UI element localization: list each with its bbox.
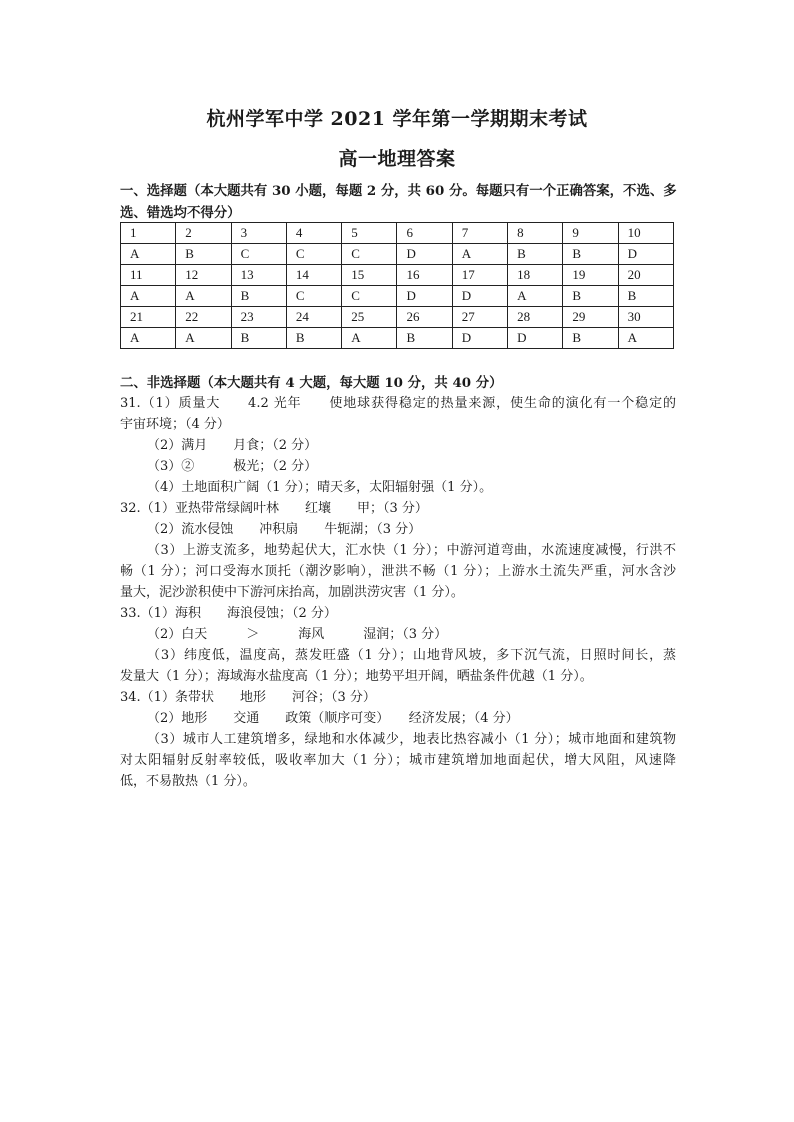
q31-line5: （4）土地面积广阔（1 分）；晴天多，太阳辐射强（1 分）。 [147,480,493,495]
answer-cell: B [397,328,452,349]
question-number-cell: 7 [452,223,507,244]
q34-line4: 对太阳辐射反射率较低，吸收率加大（1 分）；城市建筑增加地面起伏，增大风阻，风速降 [120,753,676,768]
question-number-cell: 22 [176,307,231,328]
question-number-cell: 18 [508,265,563,286]
question-number-cell: 6 [397,223,452,244]
question-number-cell: 11 [121,265,176,286]
q34-block [120,687,676,792]
question-number-cell: 28 [508,307,563,328]
section1-heading-line2: 选、错选均不得分） [120,205,241,221]
answer-row [121,286,674,307]
document-title: 杭州学军中学 2021 学年第一学期期末考试 [206,108,588,130]
question-number-row [121,307,674,328]
q34-line5: 低，不易散热（1 分）。 [120,774,256,789]
question-number-cell: 19 [563,265,618,286]
answer-cell: C [342,286,397,307]
question-number-cell: 9 [563,223,618,244]
question-number-cell: 24 [286,307,341,328]
q31-line1: 31.（1）质量大 4.2 光年 使地球获得稳定的热量来源，使生命的演化有一个稳定的 [120,396,676,411]
q32-line4: 畅（1 分）；河口受海水顶托（潮汐影响），泄洪不畅（1 分）；上游水土流失严重，河水含沙 [120,564,676,579]
answer-cell: D [452,328,507,349]
answer-cell: B [563,244,618,265]
q34-line3: （3）城市人工建筑增多，绿地和水体减少，地表比热容减小（1 分）；城市地面和建筑物 [147,732,676,747]
q32-line2: （2）流水侵蚀 冲积扇 牛轭湖；（3 分） [147,522,422,537]
q32-line5: 量大，泥沙淤积使中下游河床抬高，加剧洪涝灾害（1 分）。 [120,585,464,600]
question-number-cell: 12 [176,265,231,286]
answer-cell: B [176,244,231,265]
question-number-cell: 27 [452,307,507,328]
question-number-cell: 23 [231,307,286,328]
q33-block [120,603,676,687]
answer-cell: C [231,244,286,265]
q33-line2: （2）白天 ＞ 海风 湿润；（3 分） [147,627,448,642]
section2-heading: 二、非选择题（本大题共有 4 大题，每大题 10 分，共 40 分） [120,375,503,391]
answer-cell: C [286,286,341,307]
question-number-cell: 14 [286,265,341,286]
answer-row [121,244,674,265]
q34-line2: （2）地形 交通 政策（顺序可变） 经济发展；（4 分） [147,711,519,726]
answer-cell: A [618,328,673,349]
q31-line2: 宇宙环境；（4 分） [120,417,230,432]
question-number-cell: 3 [231,223,286,244]
q33-line1: 33.（1）海积 海浪侵蚀；（2 分） [120,606,337,621]
answer-cell: C [286,244,341,265]
answer-cell: A [121,328,176,349]
question-number-cell: 15 [342,265,397,286]
question-number-row [121,223,674,244]
answer-cell: B [231,328,286,349]
answer-cell: A [452,244,507,265]
question-number-cell: 5 [342,223,397,244]
question-number-cell: 17 [452,265,507,286]
answer-cell: D [397,286,452,307]
q31-line4: （3）② 极光；（2 分） [147,459,318,474]
question-number-cell: 25 [342,307,397,328]
q32-block [120,498,676,603]
question-number-cell: 30 [618,307,673,328]
question-number-cell: 1 [121,223,176,244]
answer-cell: D [452,286,507,307]
answer-cell: D [618,244,673,265]
question-number-cell: 26 [397,307,452,328]
answer-cell: B [508,244,563,265]
answer-cell: A [121,286,176,307]
question-number-cell: 20 [618,265,673,286]
answer-cell: B [618,286,673,307]
question-number-cell: 4 [286,223,341,244]
document-subtitle: 高一地理答案 [338,148,456,170]
q33-line3: （3）纬度低，温度高，蒸发旺盛（1 分）；山地背风坡，多下沉气流，日照时间长，蒸 [147,648,676,663]
answer-cell: A [342,328,397,349]
q33-line4: 发量大（1 分）；海域海水盐度高（1 分）；地势平坦开阔，晒盐条件优越（1 分）。 [120,669,593,684]
section1-heading-line1: 一、选择题（本大题共有 30 小题，每题 2 分，共 60 分。每题只有一个正确答案，不选、多 [120,183,677,199]
answer-cell: D [397,244,452,265]
answer-cell: B [563,328,618,349]
answer-cell: B [286,328,341,349]
q31-line3: （2）满月 月食；（2 分） [147,438,318,453]
q31-block [120,393,676,498]
question-number-cell: 2 [176,223,231,244]
answer-cell: B [563,286,618,307]
section1-heading [120,180,680,224]
answer-cell: A [176,286,231,307]
answer-cell: D [508,328,563,349]
q34-line1: 34.（1）条带状 地形 河谷；（3 分） [120,690,376,705]
q32-line3: （3）上游支流多，地势起伏大，汇水快（1 分）；中游河道弯曲，水流速度减慢，行洪不 [147,543,676,558]
question-number-cell: 13 [231,265,286,286]
answer-cell: B [231,286,286,307]
answer-cell: A [508,286,563,307]
question-number-cell: 21 [121,307,176,328]
answer-cell: C [342,244,397,265]
question-number-cell: 16 [397,265,452,286]
question-number-cell: 8 [508,223,563,244]
question-number-cell: 29 [563,307,618,328]
section2-answers [120,393,676,792]
answer-table [120,222,674,349]
q32-line1: 32.（1）亚热带常绿阔叶林 红壤 甲；（3 分） [120,501,428,516]
question-number-cell: 10 [618,223,673,244]
answer-cell: A [121,244,176,265]
question-number-row [121,265,674,286]
answer-cell: A [176,328,231,349]
answer-row [121,328,674,349]
